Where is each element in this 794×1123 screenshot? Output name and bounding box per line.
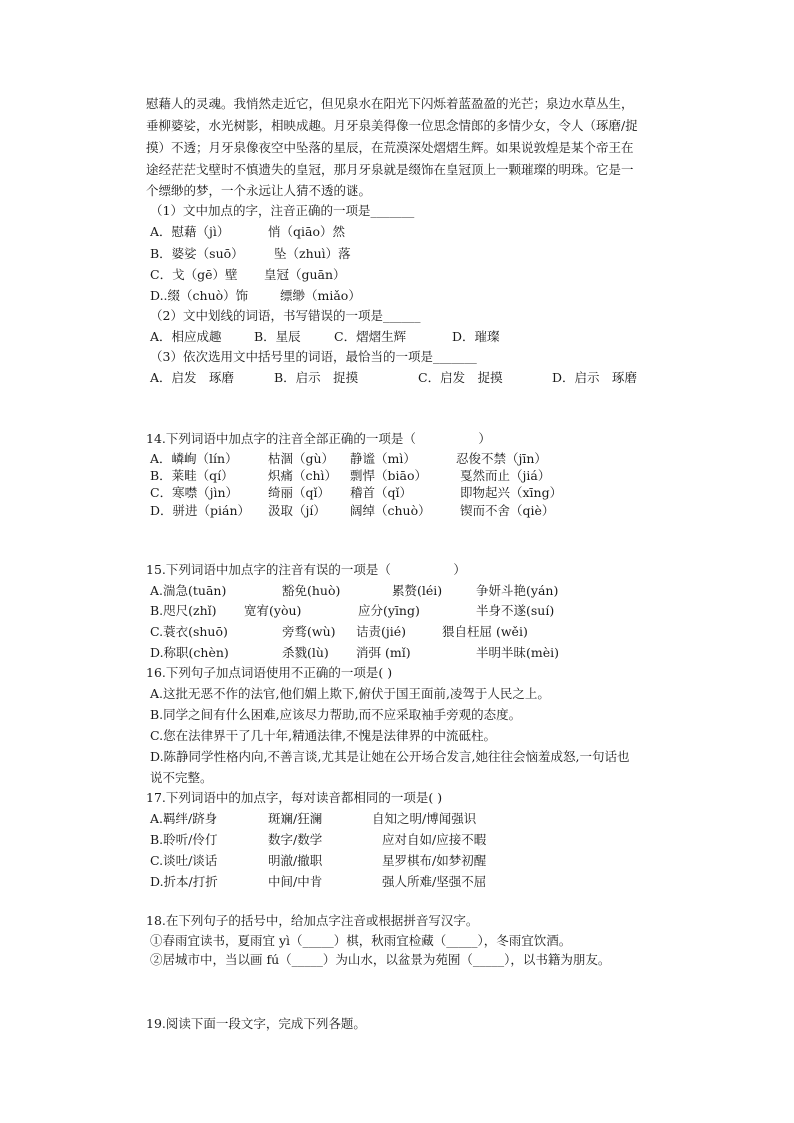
option-text: A．嶙峋（lín） <box>150 451 238 466</box>
option-text: B．星辰 <box>254 329 301 344</box>
option-text: D．启示 琢磨 <box>552 370 638 385</box>
option-text: B．莱畦（qí） <box>150 468 234 483</box>
option-text: D.陈静同学性格内向,不善言谈,尤其是让她在公开场合发言,她往往会恼羞成怒,一句话也 <box>150 749 630 764</box>
passage-line: 慰藉人的灵魂。我悄然走近它，但见泉水在阳光下闪烁着蓝盈盈的光芒；泉边水草丛生， <box>146 96 634 111</box>
option-text: 自知之明/博闻强识 <box>372 811 477 826</box>
question-18-stem: 18.在下列句子的括号中，给加点字注音或根据拼音写汉字。 <box>146 913 479 928</box>
option-text: C．戈（gē）壁 <box>150 267 238 282</box>
option-text: 猥自枉屈 (wěi) <box>442 624 528 639</box>
option-text: B．婆娑（suō） <box>150 246 244 261</box>
question-19-stem: 19.阅读下面一段文字，完成下列各题。 <box>146 1016 366 1031</box>
option-text: C.您在法律界干了几十年,精通法律,不愧是法律界的中流砥柱。 <box>150 728 497 743</box>
option-text: 悄（qiāo）然 <box>268 224 345 239</box>
option-text: 杀戮(lù) <box>282 645 329 660</box>
option-text: D．骈进（pián） <box>150 503 251 518</box>
option-text: 累赘(léi) <box>392 583 443 598</box>
option-text: 说不完整。 <box>150 770 213 785</box>
option-text: 阔绰（chuò） <box>350 503 431 518</box>
option-text: A．相应成趣 <box>150 329 222 344</box>
option-text: 绮丽（qǐ） <box>268 485 330 500</box>
option-text: 宽宥(yòu) <box>244 603 302 618</box>
option-text: A.羁绊/跻身 <box>150 811 218 826</box>
option-text: 诘责(jié) <box>356 624 407 639</box>
question-16-stem: 16.下列句子加点词语使用不正确的一项是( ) <box>146 665 393 680</box>
option-text: 应对自如/应接不暇 <box>382 832 487 847</box>
option-text: C.谈吐/谈话 <box>150 853 218 868</box>
option-text: D.称职(chèn) <box>150 645 229 660</box>
option-text: 应分(yīng) <box>358 603 420 618</box>
option-text: D.折本/打折 <box>150 874 218 889</box>
option-text: B.同学之间有什么困难,应该尽力帮助,而不应采取袖手旁观的态度。 <box>150 707 522 722</box>
option-text: B.咫尺(zhǐ) <box>150 603 217 618</box>
sub-question-3-stem: （3）依次选用文中括号里的词语，最恰当的一项是_______ <box>150 349 477 364</box>
question-17-stem: 17.下列词语中的加点字，每对读音都相同的一项是( ) <box>146 790 443 805</box>
option-text: A．启发 琢磨 <box>150 370 235 385</box>
option-text: 争妍斗艳(yán) <box>476 583 559 598</box>
option-text: 汲取（jí） <box>268 503 326 518</box>
passage-line: 垂柳婆娑，水光树影，相映成趣。月牙泉美得像一位思念情郎的多情少女，令人（琢磨/捉 <box>146 118 638 133</box>
option-text: 豁免(huò) <box>282 583 341 598</box>
option-text: 旁骛(wù) <box>282 624 336 639</box>
option-text: 炽痛（chì） <box>268 468 338 483</box>
option-text: A.这批无恶不作的法官,他们媚上欺下,俯伏于国王面前,凌驾于人民之上。 <box>150 686 550 701</box>
option-text: C.蓑衣(shuō) <box>150 624 228 639</box>
option-text: C．熠熠生辉 <box>334 329 407 344</box>
option-text: D．璀璨 <box>452 329 500 344</box>
passage-line: 途经茫茫戈壁时不慎遗失的皇冠，那月牙泉就是缀饰在皇冠顶上一颗璀璨的明珠。它是一 <box>146 162 634 177</box>
question-14-stem: 14.下列词语中加点字的注音全部正确的一项是（ ） <box>146 431 491 446</box>
option-text: 中间/中肯 <box>268 874 323 889</box>
option-text: 强人所难/坚强不屈 <box>382 874 487 889</box>
fill-blank-line: ②居城市中，当以画 fú（_____）为山水，以盆景为苑囿（_____），以书籍为朋友。 <box>150 952 611 967</box>
option-text: A．慰藉（jì） <box>150 224 230 239</box>
option-text: 半明半昧(mèi) <box>476 645 560 660</box>
option-text: C．启发 捉摸 <box>418 370 503 385</box>
option-text: 坠（zhuì）落 <box>274 246 351 261</box>
option-text: 剽悍（biāo） <box>350 468 427 483</box>
passage-line: 个缥缈的梦，一个永远让人猜不透的谜。 <box>146 183 372 198</box>
option-text: 戛然而止（jiá） <box>460 468 551 483</box>
option-text: 稽首（qǐ） <box>350 485 412 500</box>
option-text: 星罗棋布/如梦初醒 <box>382 853 487 868</box>
option-text: 缥缈（miǎo） <box>280 288 361 303</box>
option-text: 数字/数学 <box>268 832 323 847</box>
question-15-stem: 15.下列词语中加点字的注音有误的一项是（ ） <box>146 562 466 577</box>
option-text: 斑斓/狂澜 <box>268 811 323 826</box>
option-text: C．寒噤（jìn） <box>150 485 238 500</box>
option-text: 静谧（mì） <box>350 451 416 466</box>
option-text: 半身不遂(suí) <box>476 603 555 618</box>
option-text: D..缀（chuò）饰 <box>150 288 249 303</box>
option-text: A.湍急(tuān) <box>150 583 227 598</box>
option-text: 明澈/撤职 <box>268 853 323 868</box>
option-text: 皇冠（guān） <box>264 267 346 282</box>
sub-question-2-stem: （2）文中划线的词语，书写错误的一项是______ <box>150 308 421 323</box>
sub-question-1-stem: （1）文中加点的字，注音正确的一项是_______ <box>150 203 415 218</box>
option-text: 锲而不舍（qiè） <box>460 503 555 518</box>
passage-line: 摸）不透；月牙泉像夜空中坠落的星辰，在荒漠深处熠熠生辉。如果说敦煌是某个帝王在 <box>146 140 634 155</box>
option-text: 忍俊不禁（jīn） <box>456 451 547 466</box>
option-text: 消弭 (mǐ) <box>356 645 411 660</box>
fill-blank-line: ①春雨宜读书，夏雨宜 yì（_____）棋，秋雨宜检藏（_____），冬雨宜饮酒。 <box>150 933 572 948</box>
option-text: 枯涸（gù） <box>268 451 335 466</box>
option-text: 即物起兴（xīng） <box>460 485 563 500</box>
option-text: B．启示 捉摸 <box>274 370 359 385</box>
option-text: B.聆听/伶仃 <box>150 832 218 847</box>
